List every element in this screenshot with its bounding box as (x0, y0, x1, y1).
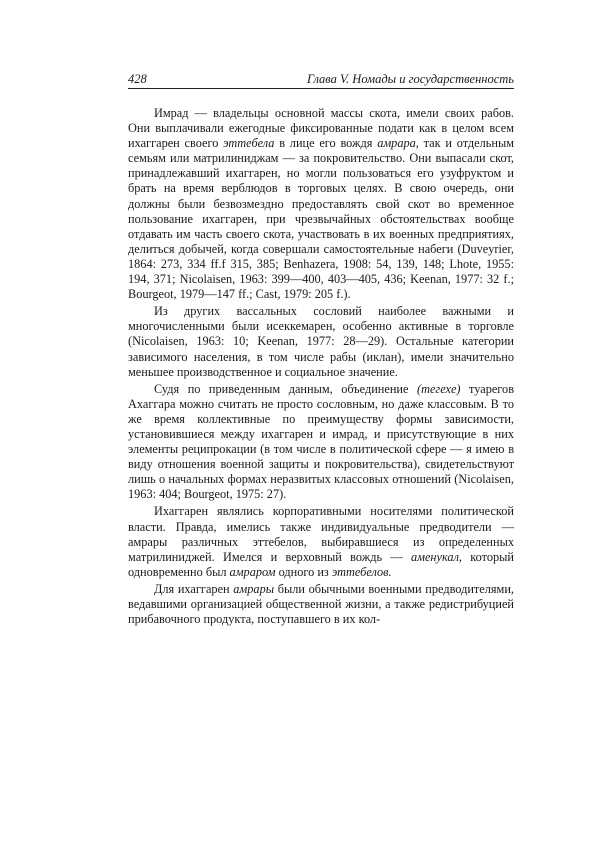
running-head (128, 72, 514, 89)
italic-term: эттебела (223, 136, 275, 151)
italic-term: эттебелов. (331, 564, 392, 579)
paragraph-5 (128, 582, 514, 627)
text-segment: который одновременно был (128, 549, 514, 579)
text-segment: были обычными военными предводителями, ведавшими организацией общественной жизни, а также редистрибуцией прибавочного продукта, поступавшего в их кол- (128, 581, 514, 627)
body-text (128, 106, 514, 629)
chapter-title: Глава V. Номады и государственность (307, 72, 514, 86)
text-segment: Для ихаггарен (154, 581, 234, 596)
text-segment: Ихаггарен являлись корпоративными носителями политической власти. Правда, имелись также индивидуальные предводители — амрары различных эттебелов, выбиравшиеся из определенных матрилиниджей. Имелся и верховный вождь — (128, 504, 514, 564)
text-segment: Из других вассальных сословий наиболее важными и многочисленными были исеккемарен, особенно активные в торговле (Nicolaisen, 1963: 10; Keenan, 1977: 28—29). Остальные категории зависимого населения, в том числе рабы (иклан), имели значительно меньшее производственное и социальное значение. (128, 304, 514, 379)
italic-term: (тегехе) (416, 381, 461, 396)
italic-term: амрара, (377, 136, 419, 151)
paragraph-2 (128, 304, 514, 379)
italic-term: амраром (229, 564, 276, 579)
text-segment: одного из (275, 564, 332, 579)
page-number: 428 (128, 72, 147, 86)
text-segment: в лице его вождя (274, 136, 378, 151)
italic-term: аменукал, (410, 549, 463, 564)
paragraph-4 (128, 504, 514, 579)
italic-term: амрары (233, 581, 275, 596)
text-segment: так и отдельным семьям или матрилиниджам — за покровительство. Они выпасали скот, принадлежавший ихаггарен, но могли пользоваться его узуфруктом и брать на время верблюдов в торговых целях. В свою очередь, они должны были безвозмездно предоставлять свой скот во временное пользование ихаггарен, при чрезвычайных обстоятельствах вообще отдавать им часть своего скота, участвовать в их военных предприятиях, делиться добычей, когда совершали самостоятельные набеги (Duveyrier, 1864: 273, 334 ff.f 315, 385; Benhazera, 1908: 54, 139, 148; Lhote, 1955: 194, 371; Nicolaisen, 1963: 399—400, 403—405, 436; Keenan, 1977: 32 f.; Bourgeot, 1979—147 ff.; Cast, 1979: 205 f.). (128, 136, 514, 302)
paragraph-1 (128, 106, 514, 302)
text-segment: Имрад — владельцы основной массы скота, имели своих рабов. Они выплачивали ежегодные фиксированные подати как в целом всем ихаггарен своего (128, 106, 514, 151)
text-segment: туарегов Ахаггара можно считать не просто сословным, но даже классовым. В то же время коллективные по преимуществу формы зависимости, установившиеся между ихаггарен и имрад, и присутствующие в них элементы реципрокации (в том числе в политической сфере — я имею в виду отношения военной защиты и покровительства), свидетельствуют лишь о начальных формах неразвитых классовых отношений (Nicolaisen, 1963: 404; Bourgeot, 1975: 27). (128, 381, 514, 502)
text-segment: Судя по приведенным данным, объединение (154, 381, 417, 396)
paragraph-3 (128, 382, 514, 503)
